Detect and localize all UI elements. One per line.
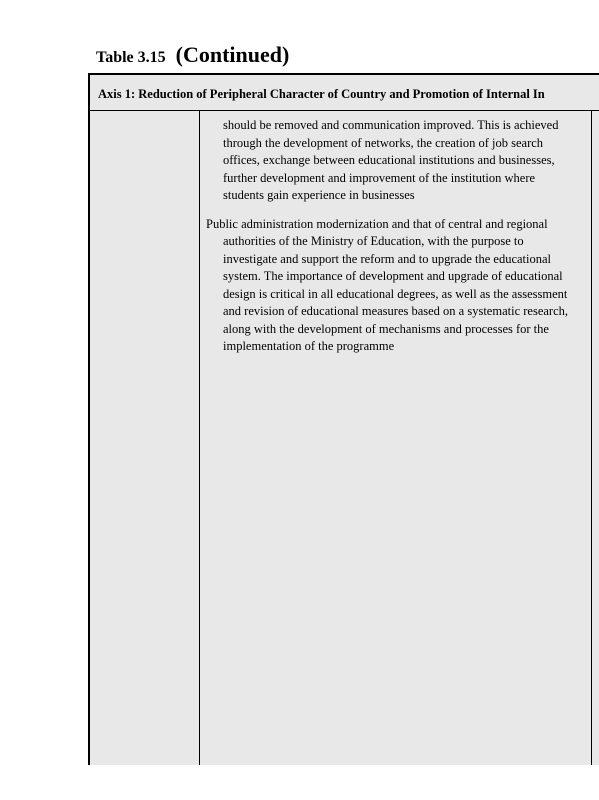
table-paragraph-continued: should be removed and communication improved. This is achieved through the development of networks, the creation of job search offices, exchange between educational institutions and businesses, further development and improvement of the institution where students gain experience in businesses xyxy=(223,118,559,202)
table xyxy=(88,73,599,765)
table-cell-content xyxy=(206,117,578,367)
column-divider-left xyxy=(199,111,200,765)
table-header-row xyxy=(90,75,599,111)
column-divider-right xyxy=(591,111,592,765)
axis-heading: Axis 1: Reduction of Peripheral Character of Country and Promotion of Internal In xyxy=(98,87,545,101)
table-caption xyxy=(96,42,289,68)
table-paragraph: Public administration modernization and that of central and regional authorities of the Ministry of Education, with the purpose to investigate and support the reform and to upgrade the educational system. The importance of development and upgrade of educational design is critical in all educational degrees, as well as the assessment and revision of educational measures based on a systematic research, along with the development of mechanisms and processes for the implementation of the programme xyxy=(206,216,569,353)
table-number: Table 3.15 xyxy=(96,49,166,66)
table-continued-label: (Continued) xyxy=(175,42,290,67)
